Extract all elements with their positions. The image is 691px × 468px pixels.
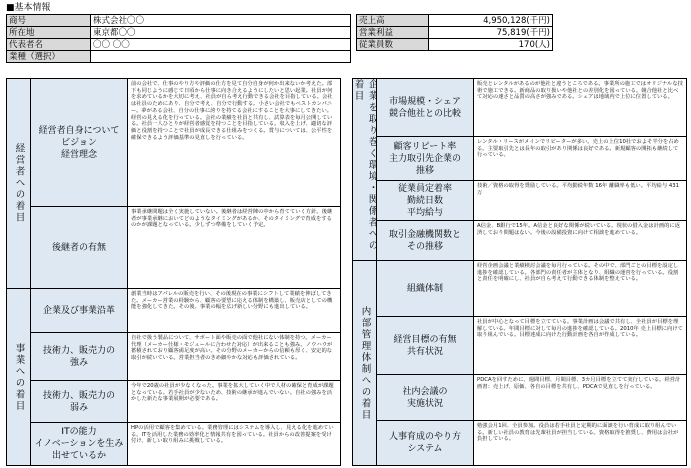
financial-info-table <box>356 14 553 51</box>
industry-label: 業種（選択） <box>7 51 91 63</box>
industry-select[interactable] <box>91 51 351 63</box>
table-row <box>7 39 351 51</box>
text-weaknesses: 今年で20歳の社員が少なくなった。事業を拡大していく中で人材の確保と育成が課題となっている。若手社員が少ないため、技術の継承が進んでいない。自社の強みを活かした新たな事業展開が必要である。 <box>127 381 340 423</box>
label-weaknesses: 技術力、販売力の 弱み <box>31 381 127 423</box>
table-row <box>357 27 553 39</box>
internal-management-band: 内部管理体制への着目 <box>353 261 377 465</box>
text-market: 販売とレンタルがあるのが他社と違うところである。事業所の施工ではオリジナルな技術で施工できる。新商品の取り扱いや他社との差別化を図っている。競合他社と比べて対応の速さと品質の高さが強みである。シェアは地域内で上位に位置している。 <box>473 79 686 137</box>
operating-profit-value: 75,819(千円) <box>429 27 553 39</box>
company-name-value: 株式会社〇〇 <box>91 15 351 27</box>
table-row <box>357 39 553 51</box>
text-organization: 経営企画会議と業績検討会議を毎月行っている。その中で、部門ごとの目標を設定し進捗を確認している。各部門の責任者が主体となり、組織の運営を行っている。役割と責任を明確にし、社員が自ら考えて行動できる体制を整えている。 <box>473 261 686 317</box>
employees-value: 170(人) <box>429 39 553 51</box>
representative-value: 〇〇 〇〇 <box>91 39 351 51</box>
text-successor: 事業承継問題は全く実施していない。後継者は経営陣の中から育てていく方針。後継者が事業承継においてどのようなタイミングがあるか、そのタイミングで育成をするのかが課題となっている。少しずつ準備をしていく予定。 <box>127 207 340 289</box>
text-banks: A信金、B銀行で15年。A信金と良好な関係が続いている。現状の借入金は計画的に返済しており問題はない。今後の設備投資に向けて相談を進めている。 <box>473 221 686 261</box>
environment-focus-band: 企業を取り巻く環境・関係者への着目 <box>353 79 377 261</box>
sales-value: 4,950,128(千円) <box>429 15 553 27</box>
label-strengths: 技術力、販売力の 強み <box>31 333 127 381</box>
text-retention: 技術／資格の取得を奨励している。平均勤続年数 16年 離職率も低い。平均給与 431万 <box>473 181 686 221</box>
table-row <box>357 15 553 27</box>
label-training: 人事育成のやり方 システム <box>377 421 473 465</box>
text-strengths: 自社で扱う製品について、サポート面や販売の面で他社にない体制を持つ。メーカー代理（メーカー仕様・モジュールに合わせた対応）が出来ることも強み。ノウハウが蓄積されており顧客満足度が高い。その分野のメーカーからの信頼も厚く、安定的な取引が続いている。営業担当者のきめ細やかな対応も評価されている。 <box>127 333 340 381</box>
label-organization: 組織体制 <box>377 261 473 317</box>
label-history: 企業及び事業沿革 <box>31 289 127 333</box>
company-name-label: 商号 <box>7 15 91 27</box>
representative-label: 代表者名 <box>7 39 91 51</box>
label-meetings: 社内会議の 実施状況 <box>377 375 473 421</box>
basic-info-table <box>6 14 351 63</box>
employees-label: 従業員数 <box>357 39 429 51</box>
label-banks: 取引金融機関数と その推移 <box>377 221 473 261</box>
label-market: 市場規模・シェア 競合他社との比較 <box>377 79 473 137</box>
address-label: 所在地 <box>7 27 91 39</box>
label-successor: 後継者の有無 <box>31 207 127 289</box>
right-panel <box>352 78 687 466</box>
business-focus-band: 事業への着目 <box>7 289 31 465</box>
management-focus-band: 経営者への着目 <box>7 79 31 289</box>
label-vision: 経営者自身について ビジョン 経営理念 <box>31 79 127 207</box>
text-meetings: PDCAを回すために、週間目標、月間目標、3カ月目標を立てて実行している。経営計画書：売上げ、原価、各自の目標を共有し、PDCAで見直しを行っている。 <box>473 375 686 421</box>
address-value: 東京都〇〇 <box>91 27 351 39</box>
table-row <box>7 51 351 63</box>
text-vision: 前の会社で、仕事のやり方や評価の仕方を見て自分自身が何か出来ないか考えた。部下も同じように感じて日頃から仕事に向き合えるようにしたいと思い起業。社員が何を求めているかを大切に考え、社員が自ら考え行動できる会社を目指している。会社は社員のためにあり、自分で考え、自分で行動する。小さい会社でもベストカンパニー。夢がある会社、自分の仕事に誇りを持てる会社にすることを大事にしてきたい。経営の見える化を行っている。会社の業績を社員と共有し、試算表を毎月公開している。社員一人ひとりが経営者感覚を持つことを目指している。収入を上げ、適切な評価と役割を持つことで社員が成長できる仕組みをつくる。賞与については、公平性を確保できるよう評価基準の見直しを行っている。 <box>127 79 340 207</box>
left-panel <box>6 78 341 466</box>
label-it-innovation: ITの能力 イノベーションを生み出せているか <box>31 423 127 465</box>
label-retention: 従業員定着率 勤続日数 平均給与 <box>377 181 473 221</box>
text-goals: 社員が中心となって目標を立てている。事業計画は会議で共有し、全社員が目標を理解している。年間目標に対して毎月の進捗を確認している。2010年 売上目標に向けて取り組んでいる。目標達成に向けた行動計画を各自が作成している。 <box>473 317 686 375</box>
label-goals: 経営目標の有無 共有状況 <box>377 317 473 375</box>
operating-profit-label: 営業利益 <box>357 27 429 39</box>
sales-label: 売上高 <box>357 15 429 27</box>
section-title: ■基本情報 <box>6 3 51 13</box>
table-row <box>7 15 351 27</box>
text-training: 勉強会月1回、全員参加。役員は若手社員と定期的に面談を行い育成に取り組んでいる。新しい社員の教育は先輩社員が担当している。資格取得を推奨し、費用は会社が負担している。 <box>473 421 686 465</box>
text-it-innovation: HPの活用で顧客を集めている。業務管理にはシステムを導入し、見える化を進めている。ITを活用した業務の効率化と情報共有を図っている。社員からの改善提案を受け付け、新しい取り組みに挑戦している。 <box>127 423 340 465</box>
table-row <box>7 27 351 39</box>
label-repeat-rate: 顧客リピート率 主力取引先企業の 推移 <box>377 137 473 181</box>
text-repeat-rate: レンタル・リースがメインでリピーターが多い。売上の上位10社でおよそ半分を占める。主要取引先とは長年の取引があり関係は良好である。新規顧客の開拓も継続して行っている。 <box>473 137 686 181</box>
text-history: 創業当時はアパレルの販売を行い、その後現在の事業にシフトして業績を伸ばしてきた。メーカー営業の経験から、顧客の要望に応える体制を構築し、販売店としての機能を強化してきた。その後、事業の幅を広げ新しい分野にも進出している。 <box>127 289 340 333</box>
